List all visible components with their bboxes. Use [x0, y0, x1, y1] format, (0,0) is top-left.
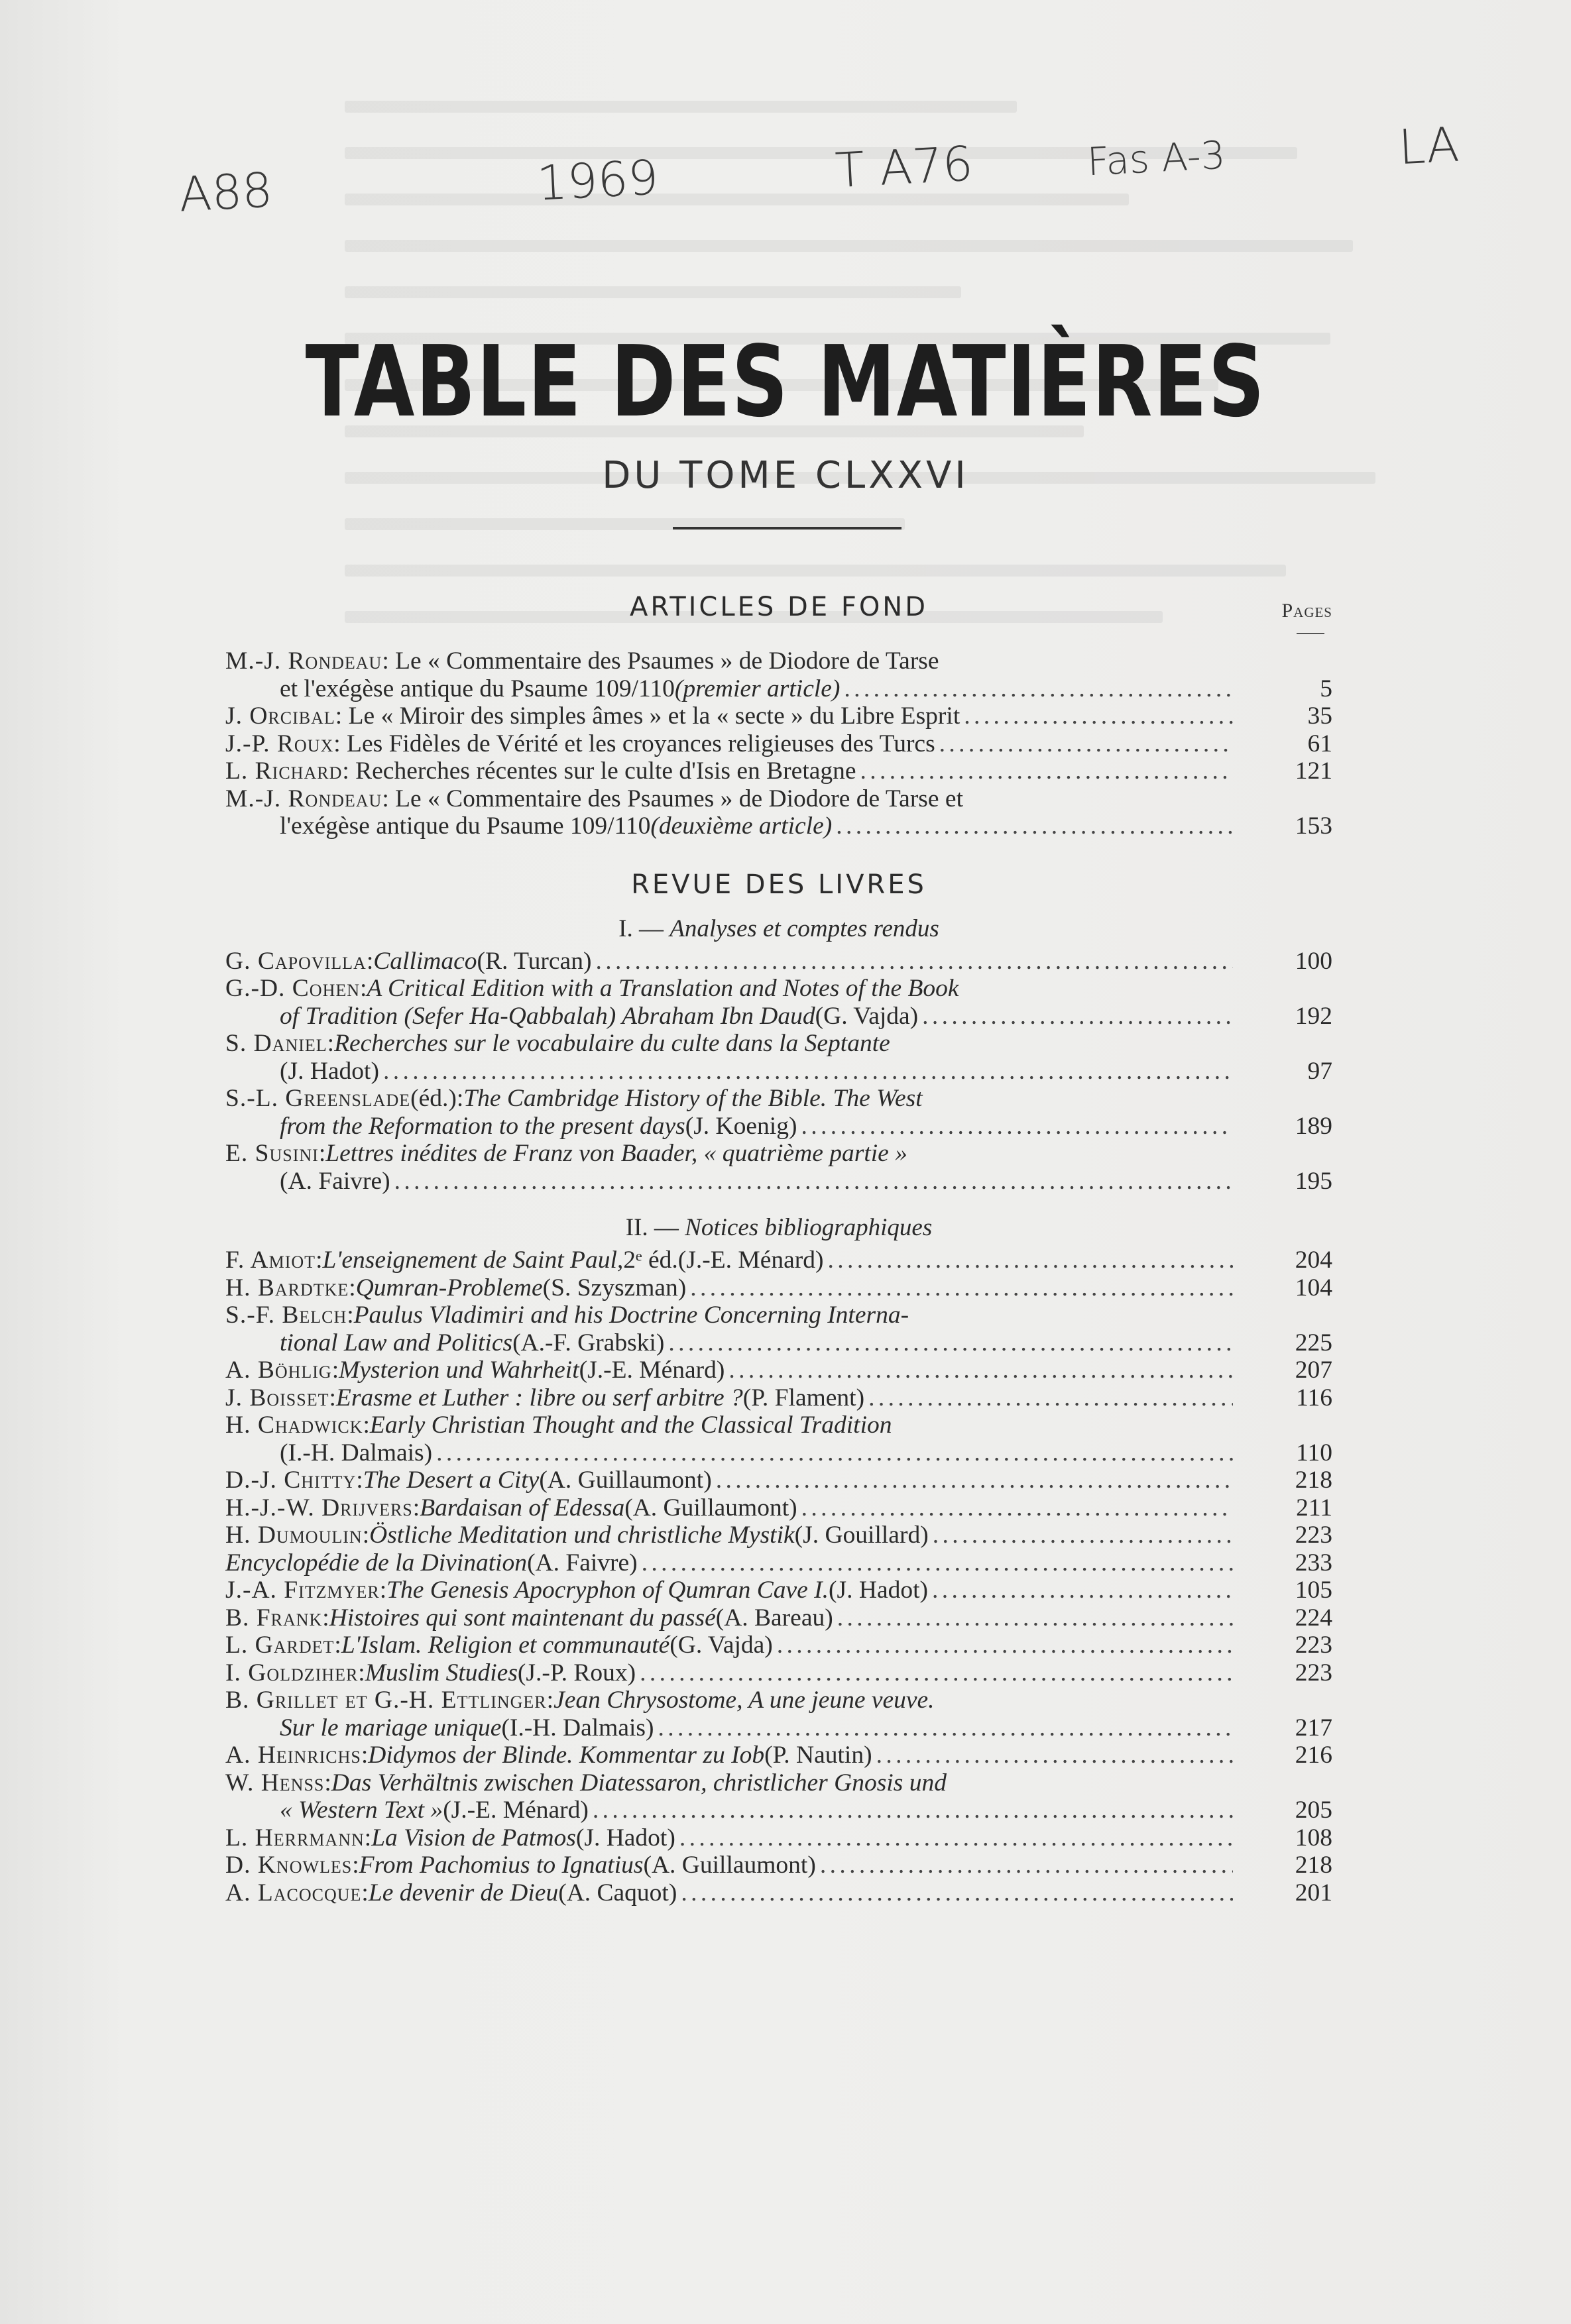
dot-leader [679, 1824, 1233, 1852]
articles-list [225, 647, 1332, 840]
handwritten-note: Fas A-3 [1086, 132, 1227, 185]
entry-work: Mysterion und Wahrheit [339, 1356, 579, 1384]
entry-line: D. Knowles : From Pachomius to Ignatius (A. Guillaumont) . . . 218 [225, 1852, 1332, 1879]
toc-entry [225, 1824, 1332, 1852]
entry-line: H. Dumoulin : Östliche Meditation und christliche Mystik (J. Gouillard) . . . 223 [225, 1522, 1332, 1549]
entry-line [225, 730, 1332, 758]
page-number: 201 [1295, 1879, 1332, 1907]
entry-author: H. Bardtke [225, 1274, 349, 1301]
title-rule [673, 527, 902, 529]
toc-entry [225, 1659, 1332, 1687]
toc-entry [225, 1549, 1332, 1577]
toc-entry [225, 1085, 1332, 1140]
page-number: 204 [1295, 1246, 1332, 1274]
entry-reviewer: (G. Vajda) [815, 1002, 919, 1030]
entry-reviewer: (R. Turcan) [477, 947, 592, 975]
page-title: TABLE DES MATIÈRES [305, 325, 1266, 439]
toc-entry [225, 1742, 1332, 1769]
entry-line: H. Chadwick : Early Christian Thought and the Classical Tradition [225, 1411, 892, 1439]
entry-author: H. Dumoulin [225, 1522, 363, 1549]
entry-line: A. Böhlig : Mysterion und Wahrheit (J.-E. Ménard) . . . 207 [225, 1356, 1332, 1384]
dot-leader [728, 1356, 1233, 1384]
page-number: 218 [1295, 1852, 1332, 1879]
entry-reviewer: (P. Flament) [742, 1384, 865, 1411]
dot-leader [642, 1549, 1233, 1577]
entry-author: A. Heinrichs [225, 1742, 361, 1769]
entry-line: A. Lacocque : Le devenir de Dieu (A. Caquot) . . . 201 [225, 1879, 1332, 1907]
entry-title-cont: l'exégèse antique du Psaume 109/110 [280, 812, 651, 840]
entry-author: S. Daniel [225, 1030, 327, 1057]
page-number: 223 [1295, 1632, 1332, 1659]
entry-reviewer: (A. Faivre) [527, 1549, 638, 1577]
entry-author: J. Boisset [225, 1384, 329, 1411]
dot-leader [593, 1797, 1233, 1824]
entry-work: Bardaisan of Edessa [420, 1494, 625, 1522]
entry-author: L. Herrmann [225, 1824, 365, 1852]
toc-entry [225, 1030, 1332, 1085]
entry-work: Didymos der Blinde. Kommentar zu Iob [368, 1742, 765, 1769]
entry-work: A Critical Edition with a Translation and Notes of the Book [367, 975, 959, 1002]
entry-reviewer: (A. Guillaumont) [624, 1494, 797, 1522]
entry-work: Encyclopédie de la Divination [225, 1549, 528, 1577]
page-number: 61 [1307, 730, 1332, 757]
toc-entry [225, 1687, 1332, 1742]
entry-title-cont: et l'exégèse antique du Psaume 109/110 [280, 675, 675, 702]
toc-entry [225, 785, 1332, 840]
entry-reviewer: (J. Hadot) [575, 1824, 675, 1852]
page-number: 189 [1295, 1112, 1332, 1140]
toc-entry [225, 1466, 1332, 1494]
entry-work-cont: Sur le mariage unique [280, 1714, 502, 1742]
dot-leader [868, 1384, 1233, 1412]
dot-leader [716, 1466, 1233, 1494]
entry-line [225, 1549, 1332, 1577]
entry-line: D.-J. Chitty : The Desert a City (A. Guillaumont) . . . 218 [225, 1466, 1332, 1494]
toc-entry [225, 647, 1332, 702]
entry-work: Östliche Meditation und christliche Mystik [369, 1522, 795, 1549]
entry-title: : Le « Commentaire des Psaumes » de Diodore de Tarse et [382, 785, 963, 812]
entry-line [225, 1003, 1332, 1030]
handwritten-note: 1969 [535, 149, 660, 211]
entry-work: Callimaco [373, 947, 477, 975]
dot-leader [436, 1439, 1233, 1467]
dot-leader [801, 1113, 1233, 1140]
page-number: 216 [1295, 1742, 1332, 1769]
page-number: 105 [1295, 1577, 1332, 1604]
entry-author: S.-L. Greenslade [225, 1085, 411, 1112]
entry-reviewer: (A.-F. Grabski) [512, 1329, 665, 1356]
dot-leader [394, 1168, 1233, 1195]
entry-author: H.-J.-W. Drijvers [225, 1494, 413, 1522]
dot-leader [836, 812, 1233, 840]
entry-author: D. Knowles [225, 1852, 353, 1879]
entry-line: H. Bardtke : Qumran-Probleme (S. Szyszman) . . . 104 [225, 1274, 1332, 1302]
entry-author: H. Chadwick [225, 1411, 363, 1439]
dot-leader [801, 1494, 1233, 1522]
entry-line [225, 702, 1332, 730]
entry-title: : Le « Commentaire des Psaumes » de Diodore de Tarse [382, 647, 939, 675]
entry-line: B. Frank : Histoires qui sont maintenant du passé (A. Bareau) . . . 224 [225, 1604, 1332, 1632]
pages-label: Pages [1281, 600, 1332, 622]
entry-reviewer: (J. Hadot) [829, 1577, 929, 1604]
page-number: 224 [1295, 1604, 1332, 1632]
entry-work: Qumran-Probleme [355, 1274, 543, 1301]
handwritten-note: LA [1397, 116, 1461, 176]
subsection-title: I. — Analyses et comptes rendus [618, 914, 939, 942]
page-number: 205 [1295, 1797, 1332, 1824]
entry-work: Recherches sur le vocabulaire du culte dans la Septante [334, 1030, 890, 1057]
entry-reviewer: (P. Nautin) [764, 1742, 872, 1769]
page-number: 223 [1295, 1659, 1332, 1687]
dot-leader [837, 1604, 1233, 1632]
toc-entry [225, 1604, 1332, 1632]
entry-reviewer: (S. Szyszman) [542, 1274, 687, 1301]
section-title: REVUE DES LIVRES [631, 869, 927, 900]
entry-reviewer: (I.-H. Dalmais) [501, 1714, 654, 1742]
dot-leader [777, 1632, 1233, 1659]
dot-leader [383, 1058, 1233, 1085]
entry-work: Early Christian Thought and the Classical Tradition [369, 1411, 892, 1439]
page-number: 192 [1295, 1002, 1332, 1030]
entry-work: The Cambridge History of the Bible. The West [463, 1085, 923, 1112]
entry-reviewer: (A. Bareau) [715, 1604, 833, 1632]
dot-leader [922, 1003, 1233, 1030]
entry-author: G. Capovilla [225, 947, 367, 975]
entry-line: S.-F. Belch : Paulus Vladimiri and his Doctrine Concerning Interna- [225, 1301, 909, 1329]
entry-line [225, 1439, 1332, 1467]
entry-work-cont: « Western Text » [280, 1797, 443, 1824]
articles-header [225, 586, 1332, 633]
entry-author: L. Richard [225, 757, 343, 785]
dot-leader [820, 1852, 1233, 1879]
handwritten-note: T A76 [833, 135, 974, 199]
toc-entry [225, 1301, 1332, 1356]
dot-leader [932, 1577, 1233, 1604]
entry-reviewer: (J.-E. Ménard) [677, 1246, 824, 1274]
reviews-list [225, 948, 1332, 1195]
dot-leader [595, 948, 1233, 975]
dot-leader [658, 1714, 1233, 1742]
revue-header [225, 864, 1332, 911]
page-number: 217 [1295, 1714, 1332, 1742]
entry-line: S. Daniel : Recherches sur le vocabulaire du culte dans la Septante [225, 1030, 890, 1057]
toc-entry [225, 1879, 1332, 1907]
entry-work-cont: tional Law and Politics [280, 1329, 513, 1356]
entry-line: F. Amiot : L'enseignement de Saint Paul, 2ᵉ éd. (J.-E. Ménard) . . . 204 [225, 1246, 1332, 1274]
dot-leader [640, 1659, 1233, 1687]
toc-entry [225, 702, 1332, 730]
entry-author: A. Lacocque [225, 1879, 362, 1907]
entry-work-cont: from the Reformation to the present days [280, 1112, 685, 1140]
toc-entry [225, 1246, 1332, 1274]
entry-line: H.-J.-W. Drijvers : Bardaisan of Edessa (A. Guillaumont) . . . 211 [225, 1494, 1332, 1522]
toc-entry [225, 730, 1332, 758]
entry-author: W. Henss [225, 1769, 325, 1797]
entry-reviewer: (J.-E. Ménard) [579, 1356, 725, 1384]
entry-line [225, 1058, 1332, 1085]
dot-leader [933, 1522, 1233, 1549]
entry-line: W. Henss : Das Verhältnis zwischen Diatessaron, christlicher Gnosis und [225, 1769, 947, 1797]
entry-work: Muslim Studies [365, 1659, 518, 1687]
toc-entry [225, 1769, 1332, 1824]
page-number: 223 [1295, 1522, 1332, 1549]
page-number: 211 [1296, 1494, 1332, 1522]
entry-author: B. Frank [225, 1604, 323, 1632]
entry-line [225, 1714, 1332, 1742]
entry-editor-note: (éd.) [410, 1085, 457, 1112]
page-number: 121 [1295, 757, 1332, 785]
entry-line: A. Heinrichs : Didymos der Blinde. Kommentar zu Iob (P. Nautin) . . . 216 [225, 1742, 1332, 1769]
entry-author: S.-F. Belch [225, 1301, 347, 1329]
entry-author: M.-J. Rondeau [225, 785, 382, 812]
entry-line [225, 812, 1332, 840]
entry-work: From Pachomius to Ignatius [359, 1852, 644, 1879]
toc-entry [225, 1852, 1332, 1879]
entry-line [225, 647, 1332, 675]
page-number: 233 [1295, 1549, 1332, 1577]
page-number: 104 [1295, 1274, 1332, 1301]
entry-author: M.-J. Rondeau [225, 647, 382, 675]
subsection-title: II. — Notices bibliographiques [625, 1214, 933, 1241]
entry-reviewer: (A. Caquot) [558, 1879, 677, 1907]
entry-part: (deuxième article) [650, 812, 833, 840]
dot-leader [844, 675, 1233, 703]
entry-line: S.-L. Greenslade (éd.) : The Cambridge History of the Bible. The West [225, 1085, 923, 1112]
entry-reviewer: (A. Guillaumont) [539, 1466, 712, 1494]
entry-author: F. Amiot [225, 1246, 316, 1274]
entry-line [225, 675, 1332, 703]
toc-entry [225, 1356, 1332, 1384]
entry-work: L'Islam. Religion et communauté [341, 1632, 670, 1659]
entry-author: D.-J. Chitty [225, 1466, 357, 1494]
page-number: 110 [1296, 1439, 1332, 1466]
page-number: 195 [1295, 1167, 1332, 1195]
page-number: 5 [1320, 675, 1332, 702]
page-number: 100 [1295, 947, 1332, 975]
entry-work: Le devenir de Dieu [368, 1879, 559, 1907]
entry-edition: 2ᵉ éd. [623, 1246, 678, 1274]
entry-line [225, 1797, 1332, 1824]
entry-line: E. Susini : Lettres inédites de Franz von Baader, « quatrième partie » [225, 1140, 907, 1167]
entry-reviewer: (J.-E. Ménard) [443, 1797, 589, 1824]
entry-author: I. Goldziher [225, 1659, 359, 1687]
entry-reviewer: (A. Faivre) [280, 1167, 390, 1195]
page-number: 153 [1295, 812, 1332, 840]
toc-entry [225, 1411, 1332, 1466]
entry-reviewer: (G. Vajda) [669, 1632, 773, 1659]
entry-reviewer: (J. Koenig) [685, 1112, 797, 1140]
entry-author: J.-A. Fitzmyer [225, 1577, 380, 1604]
page-number: 35 [1307, 702, 1332, 730]
entry-line [225, 1329, 1332, 1357]
dot-leader [668, 1329, 1233, 1357]
entry-reviewer: (A. Guillaumont) [643, 1852, 816, 1879]
page-number: 218 [1295, 1466, 1332, 1494]
entry-work: Lettres inédites de Franz von Baader, « quatrième partie » [325, 1140, 907, 1167]
entry-line [225, 1168, 1332, 1195]
entry-line [225, 785, 1332, 813]
dot-leader [690, 1274, 1233, 1302]
entry-work: Histoires qui sont maintenant du passé [329, 1604, 716, 1632]
entry-work: L'enseignement de Saint Paul, [322, 1246, 624, 1274]
entry-work: Das Verhältnis zwischen Diatessaron, christlicher Gnosis und [331, 1769, 947, 1797]
toc-entry [225, 1632, 1332, 1659]
entry-author: J.-P. Roux [225, 730, 334, 757]
page-number: 116 [1296, 1384, 1332, 1411]
entry-author: G.-D. Cohen [225, 975, 360, 1002]
toc-entry [225, 1384, 1332, 1412]
page-subtitle: DU TOME CLXXVI [602, 454, 969, 497]
toc-entry [225, 1140, 1332, 1195]
dot-leader [828, 1246, 1234, 1274]
entry-work: The Desert a City [363, 1466, 540, 1494]
toc-entry [225, 757, 1332, 785]
entry-reviewer: (J.-P. Roux) [517, 1659, 636, 1687]
page-number: 207 [1295, 1356, 1332, 1384]
toc-entry [225, 948, 1332, 975]
handwritten-note: A88 [177, 162, 274, 223]
page-number: 108 [1295, 1824, 1332, 1852]
entry-author: L. Gardet [225, 1632, 335, 1659]
entry-line: G.-D. Cohen : A Critical Edition with a Translation and Notes of the Book [225, 975, 959, 1002]
notices-list [225, 1246, 1332, 1907]
entry-line [225, 757, 1332, 785]
entry-work-cont: of Tradition (Sefer Ha-Qabbalah) Abraham Ibn Daud [280, 1002, 815, 1030]
dot-leader [876, 1742, 1233, 1769]
entry-reviewer: (J. Gouillard) [794, 1522, 929, 1549]
page-number: 97 [1307, 1057, 1332, 1085]
entry-work: Erasme et Luther : libre ou serf arbitre ? [335, 1384, 743, 1411]
toc-entry [225, 1522, 1332, 1549]
entry-work: La Vision de Patmos [371, 1824, 576, 1852]
entry-line: L. Herrmann : La Vision de Patmos (J. Hadot) . . . 108 [225, 1824, 1332, 1852]
entry-line: J. Boisset : Erasme et Luther : libre ou serf arbitre ? (P. Flament) . . . 116 [225, 1384, 1332, 1412]
pages-dash [1297, 633, 1324, 634]
entry-work: Paulus Vladimiri and his Doctrine Concerning Interna- [353, 1301, 909, 1329]
entry-part: (premier article) [674, 675, 841, 702]
dot-leader [681, 1879, 1233, 1907]
entry-title: : Le « Miroir des simples âmes » et la « secte » du Libre Esprit [335, 702, 960, 730]
entry-line: B. Grillet et G.-H. Ettlinger : Jean Chrysostome, A une jeune veuve. [225, 1687, 935, 1714]
table-of-contents [225, 586, 1332, 1907]
toc-entry [225, 1577, 1332, 1604]
entry-title: : Les Fidèles de Vérité et les croyances religieuses des Turcs [333, 730, 935, 757]
section-title: ARTICLES DE FOND [629, 592, 929, 622]
entry-line: J.-A. Fitzmyer : The Genesis Apocryphon of Qumran Cave I. (J. Hadot) . . . 105 [225, 1577, 1332, 1604]
dot-leader [860, 757, 1233, 785]
entry-author: J. Orcibal [225, 702, 335, 730]
toc-entry [225, 975, 1332, 1030]
entry-title: : Recherches récentes sur le culte d'Isis en Bretagne [342, 757, 856, 785]
entry-line: I. Goldziher : Muslim Studies (J.-P. Roux) . . . 223 [225, 1659, 1332, 1687]
entry-reviewer: (J. Hadot) [280, 1057, 379, 1085]
entry-reviewer: (I.-H. Dalmais) [280, 1439, 433, 1466]
entry-author: A. Böhlig [225, 1356, 332, 1384]
toc-entry [225, 1494, 1332, 1522]
entry-work: The Genesis Apocryphon of Qumran Cave I. [386, 1577, 829, 1604]
entry-line: L. Gardet : L'Islam. Religion et communauté (G. Vajda) . . . 223 [225, 1632, 1332, 1659]
entry-author: E. Susini [225, 1140, 319, 1167]
dot-leader [939, 730, 1233, 758]
entry-work: Jean Chrysostome, A une jeune veuve. [553, 1687, 935, 1714]
toc-entry [225, 1274, 1332, 1302]
page-number: 225 [1295, 1329, 1332, 1356]
entry-line [225, 1113, 1332, 1140]
dot-leader [964, 702, 1233, 730]
entry-author: B. Grillet et G.-H. Ettlinger [225, 1687, 547, 1714]
entry-line: G. Capovilla : Callimaco (R. Turcan) . . . 100 [225, 948, 1332, 975]
